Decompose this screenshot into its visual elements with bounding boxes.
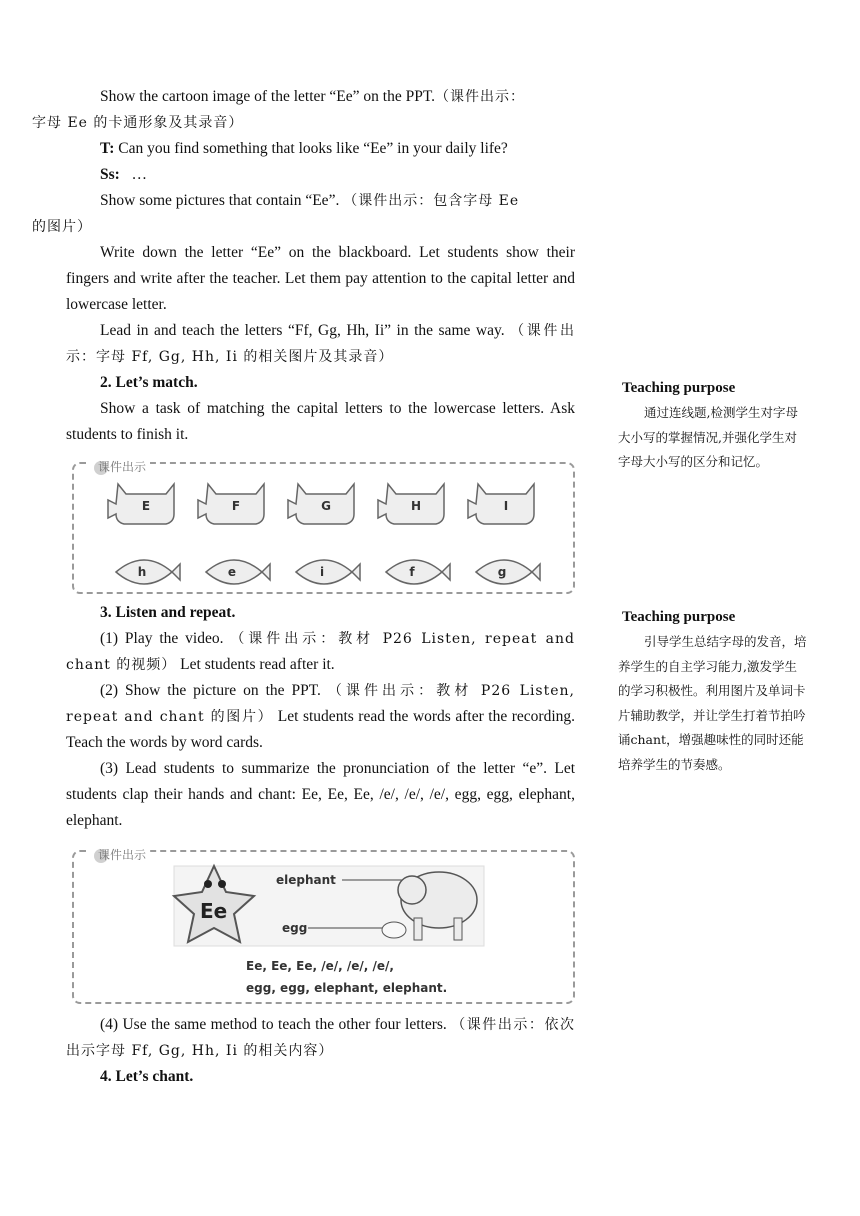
lowercase-letter: i xyxy=(319,565,325,579)
speaker-label: Ss: xyxy=(100,166,120,183)
paragraph-lead-in xyxy=(66,318,575,370)
text: Can you find something that looks like “Ee” in your daily life? xyxy=(118,140,508,157)
courseware-tag: 课件出示 xyxy=(90,842,150,868)
sidebar-note-1 xyxy=(618,380,808,475)
capital-letter: G xyxy=(321,499,331,513)
fish-card-f xyxy=(386,560,450,584)
section-heading-chant: 4. Let’s chant. xyxy=(100,1068,194,1085)
sidebar-note-2 xyxy=(618,609,808,777)
lowercase-letter: e xyxy=(227,565,237,579)
text-cn: 的图片） xyxy=(32,219,92,235)
cat-card-F xyxy=(198,484,264,524)
text-cn: （课件出示： xyxy=(435,89,526,105)
capital-letter: I xyxy=(503,499,509,513)
text-cn: （课件出示：字母 Ff, Gg, Hh, Ii 的相关图片及其录音） xyxy=(66,323,575,365)
fish-card-i xyxy=(296,560,360,584)
chant-line-2: egg, egg, elephant, elephant. xyxy=(246,981,448,995)
courseware-tag: 课件出示 xyxy=(90,454,150,480)
capital-letter: F xyxy=(231,499,241,513)
sidebar-text: 通过连线题,检测学生对字母大小写的掌握情况,并强化学生对字母大小写的区分和记忆。 xyxy=(618,405,798,469)
chant-figure xyxy=(74,852,574,1002)
dialogue-students xyxy=(66,162,575,188)
sidebar-text: 引导学生总结字母的发音，培养学生的自主学习能力,激发学生的学习积极性。利用图片及单词卡片辅助教学，并让学生打着节拍吟诵chant，增强趣味性的同时还能培养学生的节奏感。 xyxy=(618,634,807,772)
text: Show the cartoon image of the letter “Ee” on the PPT. xyxy=(100,88,436,105)
courseware-match-box xyxy=(72,462,575,594)
paragraph-video: (1) Play the video. （课件出示：教材 P26 Listen, repeat and chant 的视频） Let students read after it. xyxy=(66,630,575,673)
courseware-chant-box xyxy=(72,850,575,1004)
dialogue-teacher xyxy=(66,136,575,162)
paragraph-blackboard: Write down the letter “Ee” on the blackboard. Let students show their fingers and write after the teacher. Let them pay attention to the capital letter and lowercase letter. xyxy=(66,244,575,313)
fish-card-e xyxy=(206,560,270,584)
cat-card-G xyxy=(288,484,354,524)
sidebar-title: Teaching purpose xyxy=(622,609,736,625)
section-heading-match: 2. Let’s match. xyxy=(100,374,198,391)
paragraph-match: Show a task of matching the capital letters to the lowercase letters. Ask students to finish it. xyxy=(66,400,575,443)
speaker-label: T: xyxy=(100,140,115,157)
egg-icon xyxy=(382,922,406,938)
paragraph-other-letters: (4) Use the same method to teach the other four letters. （课件出示：依次出示字母 Ff, Gg, Hh, Ii 的相关内容） xyxy=(66,1016,576,1059)
capital-letter: H xyxy=(410,499,422,513)
sidebar-title: Teaching purpose xyxy=(622,380,736,396)
text: Show some pictures that contain “Ee”. xyxy=(100,192,340,209)
cat-card-H xyxy=(378,484,444,524)
lowercase-letter: h xyxy=(137,565,147,579)
chant-line-1: Ee, Ee, Ee, /e/, /e/, /e/, xyxy=(246,959,394,973)
match-figure xyxy=(74,464,574,592)
section-heading-listen: 3. Listen and repeat. xyxy=(100,604,236,621)
paragraph-picture: (2) Show the picture on the PPT. （课件出示：教材 P26 Listen, repeat and chant 的图片） Let students read the words after the recording. Teach the words by word cards. xyxy=(66,682,576,751)
cat-card-I xyxy=(468,484,534,524)
fish-card-g xyxy=(476,560,540,584)
fish-card-h xyxy=(116,560,180,584)
lowercase-letter: g xyxy=(497,565,507,579)
chant-letter: Ee xyxy=(200,899,228,923)
text-cn: 字母 Ee 的卡通形象及其录音） xyxy=(32,115,244,131)
paragraph-cartoon xyxy=(32,84,575,136)
text-cn: （课件出示：包含字母 Ee xyxy=(343,193,520,209)
paragraph-pictures xyxy=(32,188,575,240)
lesson-body xyxy=(32,84,576,1090)
paragraph-summarize: (3) Lead students to summarize the pronunciation of the letter “e”. Let students clap their hands and chant: Ee, Ee, Ee, /e/, /e/, /e/, egg, egg, elephant, elephant. xyxy=(66,760,575,829)
text: Lead in and teach the letters “Ff, Gg, Hh, Ii” in the same way. xyxy=(100,322,505,339)
capital-letter: E xyxy=(141,499,151,513)
cat-card-E xyxy=(108,484,174,524)
word-egg: egg xyxy=(282,921,308,935)
word-elephant: elephant xyxy=(276,873,336,887)
text: … xyxy=(131,166,147,183)
lowercase-letter: f xyxy=(409,565,415,579)
